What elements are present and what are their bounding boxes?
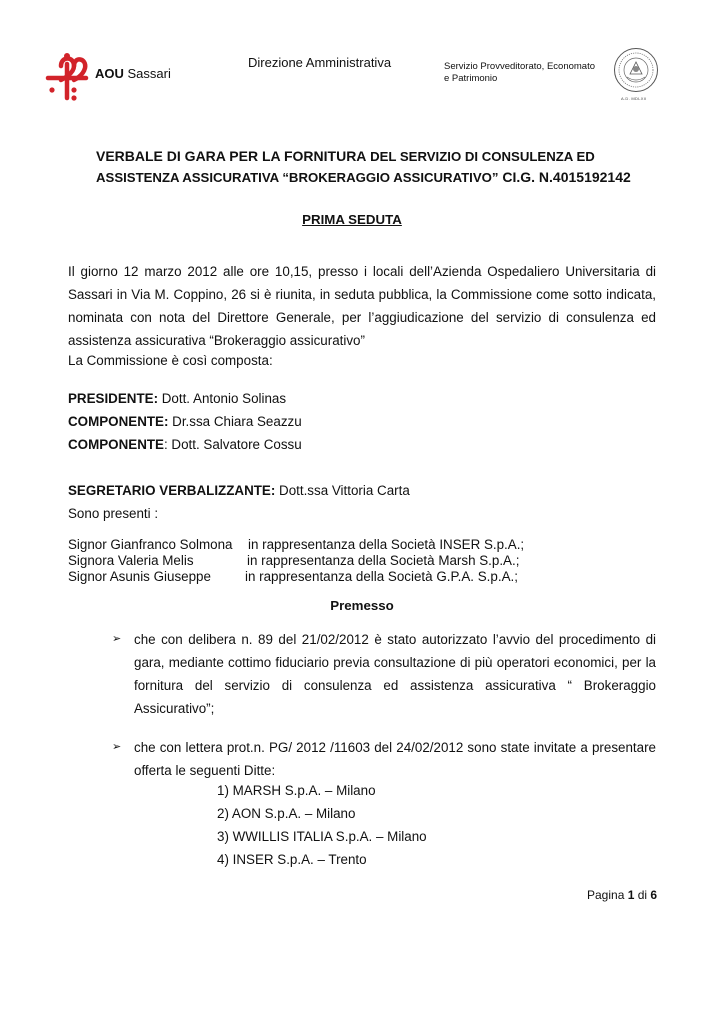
firm-item: 2) AON S.p.A. – Milano <box>217 806 356 821</box>
university-seal-icon <box>613 47 659 93</box>
member-president: PRESIDENTE: Dott. Antonio Solinas <box>68 391 287 406</box>
firm-item: 3) WWILLIS ITALIA S.p.A. – Milano <box>217 829 427 844</box>
firm-item: 1) MARSH S.p.A. – Milano <box>217 783 376 798</box>
document-title: VERBALE DI GARA PER LA FORNITURA DEL SERVIZIO DI CONSULENZA ED ASSISTENZA ASSICURATIVA “BROKERAGGIO ASSICURATIVO” CI.G. N.4015192142 <box>96 148 631 185</box>
firm-item: 4) INSER S.p.A. – Trento <box>217 852 367 867</box>
arrow-bullet-icon: ➢ <box>112 633 122 645</box>
page-number: Pagina 1 di 6 <box>587 888 658 902</box>
session-title: PRIMA SEDUTA <box>302 212 402 227</box>
member-component-1: COMPONENTE: Dr.ssa Chiara Seazzu <box>68 414 302 429</box>
intro-paragraph: Il giorno 12 marzo 2012 alle ore 10,15, presso i locali dell’Azienda Ospedaliero Universitaria di Sassari in Via M. Coppino, 26 si è riunita, in seduta pubblica, la Commissione come sotto indicata, nominata con nota del Direttore Generale, per l’aggiudicazione del servizio di consulenza ed assistenza assicurativa “Brokeraggio assicurativo” <box>68 264 656 348</box>
aou-logo-icon <box>42 50 92 102</box>
service-name: Servizio Provveditorato, Economato e Patrimonio <box>444 61 596 84</box>
organization-name: AOU Sassari <box>95 66 171 81</box>
commission-intro: La Commissione è così composta: <box>68 353 273 368</box>
member-component-2: COMPONENTE: Dott. Salvatore Cossu <box>68 437 302 452</box>
secretary: SEGRETARIO VERBALIZZANTE: Dott.ssa Vittoria Carta <box>68 483 410 498</box>
present-intro: Sono presenti : <box>68 506 159 521</box>
department-name: Direzione Amministrativa <box>248 55 392 70</box>
premesso-heading: Premesso <box>330 598 394 613</box>
seal-caption: A.D. MDLXII <box>621 96 647 101</box>
arrow-bullet-icon: ➢ <box>112 741 122 753</box>
